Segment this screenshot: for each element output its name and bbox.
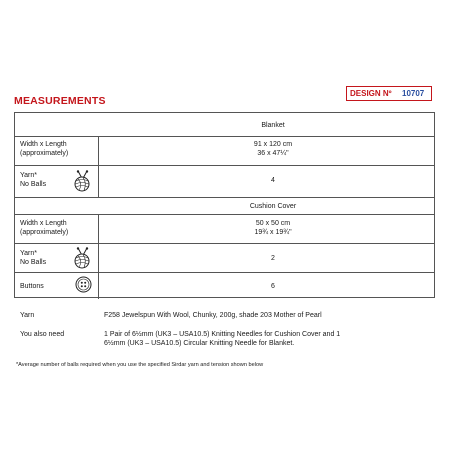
footnote: *Average number of balls required when you use the specified Sirdar yarn and tension shown below <box>16 362 264 368</box>
blanket-size-label <box>20 140 68 158</box>
blanket-yarn-label <box>20 171 46 189</box>
you-also-need-value <box>104 330 434 348</box>
button-icon <box>75 276 92 293</box>
buttons-value: 6 <box>271 283 275 290</box>
cushion-size-value <box>113 219 433 237</box>
blanket-size-value <box>113 140 433 158</box>
no-balls-label: No Balls <box>20 259 47 266</box>
cushion-yarn-label <box>20 249 46 267</box>
you-also-need-label: You also need <box>20 331 65 338</box>
design-number-box <box>346 86 432 101</box>
table-divider <box>15 165 434 166</box>
yarn-label: Yarn* <box>20 250 37 257</box>
cushion-size-cm: 50 x 50 cm <box>255 220 291 227</box>
buttons-label: Buttons <box>20 283 44 290</box>
section-header-blanket: Blanket <box>261 122 285 129</box>
width-length-label: Width x Length <box>20 141 67 148</box>
table-divider <box>15 197 434 198</box>
blanket-size-cm: 91 x 120 cm <box>253 141 293 148</box>
page-title: MEASUREMENTS <box>14 95 106 107</box>
yarn-label: Yarn <box>20 312 35 319</box>
no-balls-label: No Balls <box>20 181 47 188</box>
cushion-balls-value: 2 <box>271 255 275 262</box>
measurements-table <box>14 112 435 298</box>
design-label: DESIGN Nº <box>350 89 392 98</box>
column-divider <box>98 214 99 299</box>
blanket-size-in: 36 x 47¼" <box>257 150 289 157</box>
yarn-ball-with-needles-icon <box>71 170 93 192</box>
table-divider <box>15 136 434 137</box>
yarn-ball-with-needles-icon <box>71 247 93 269</box>
design-number: 10707 <box>402 89 425 98</box>
table-divider <box>15 272 434 273</box>
yarn-value: F258 Jewelspun With Wool, Chunky, 200g, shade 203 Mother of Pearl <box>104 312 322 319</box>
table-divider <box>15 214 434 215</box>
cushion-size-label <box>20 219 68 237</box>
approx-label: (approximately) <box>20 150 69 157</box>
table-divider <box>15 243 434 244</box>
section-header-cushion: Cushion Cover <box>249 203 297 210</box>
blanket-balls-value: 4 <box>271 177 275 184</box>
cushion-size-in: 19¾ x 19¾" <box>254 229 292 236</box>
yarn-label: Yarn* <box>20 172 37 179</box>
you-also-need-line-2: 6½mm (UK3 – USA10.5) Circular Knitting Needle for Blanket. <box>104 340 295 347</box>
approx-label: (approximately) <box>20 229 69 236</box>
column-divider <box>98 136 99 197</box>
you-also-need-line-1: 1 Pair of 6½mm (UK3 – USA10.5) Knitting Needles for Cushion Cover and 1 <box>104 331 341 338</box>
width-length-label: Width x Length <box>20 220 67 227</box>
